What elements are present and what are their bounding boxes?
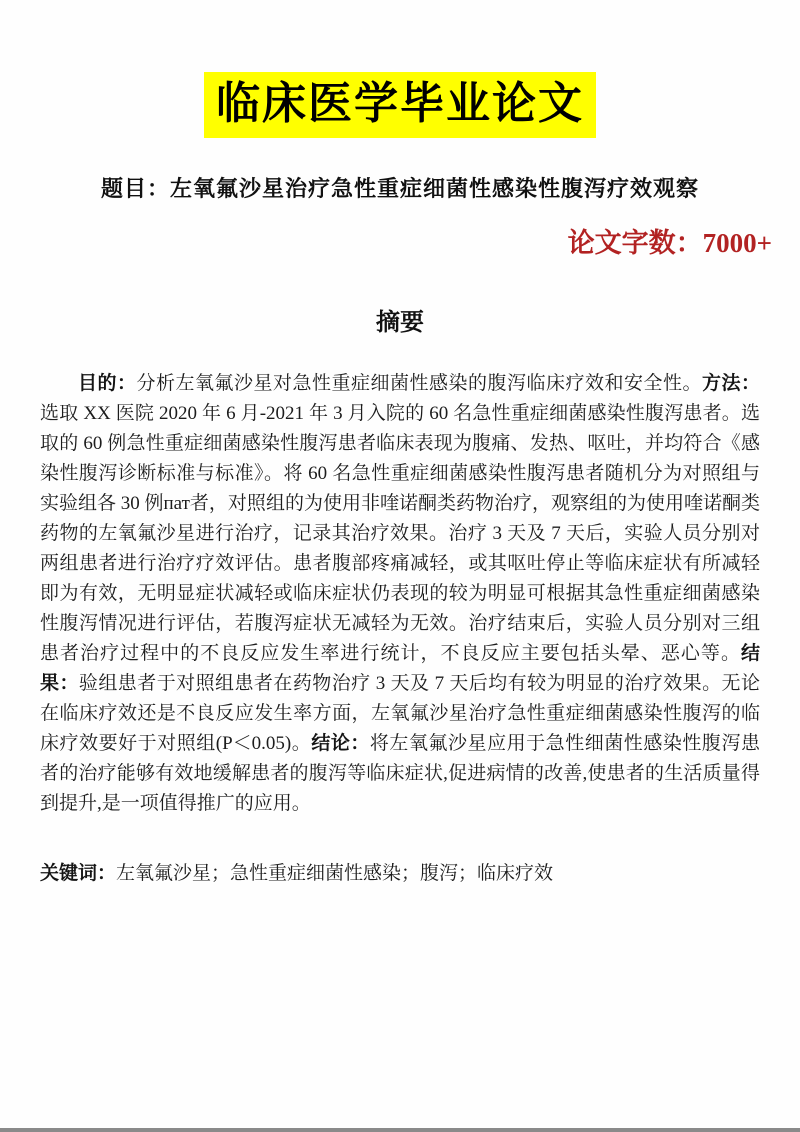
abstract-heading: 摘要 [376,310,424,336]
conclusion-label: 结论： [311,733,370,754]
results-label: 结果： [40,643,760,694]
keywords-text: 左氧氟沙星；急性重症细菌性感染；腹泻；临床疗效 [116,863,554,884]
footer-divider-bar [0,1128,800,1132]
results-text: 验组患者于对照组患者在药物治疗 3 天及 7 天后均有较为明显的治疗效果。无论在临床疗效还是不良反应发生率方面，左氧氟沙星治疗急性重症细菌感染性腹泻的临床疗效要好于对照组(P＜0.05)。 [40,673,760,754]
keywords-label: 关键词： [40,863,117,884]
abstract-paragraph [40,369,760,819]
purpose-text: 分析左氧氟沙星对急性重症细菌性感染的腹泻临床疗效和安全性。 [136,373,702,394]
purpose-label: 目的： [78,373,137,394]
conclusion-text: 将左氧氟沙星应用于急性细菌性感染性腹泻患者的治疗能够有效地缓解患者的腹泻等临床症状,促进病情的改善,使患者的生活质量得到提升,是一项值得推广的应用。 [40,733,760,814]
word-count-badge: 论文字数：7000+ [567,228,772,258]
page-title: 临床医学毕业论文 [204,72,596,138]
methods-text: 选取 XX 医院 2020 年 6 月-2021 年 3 月入院的 60 名急性重症细菌感染性腹泻患者。选取的 60 例急性重症细菌感染性腹泻患者临床表现为腹痛、发热、呕吐，并均符合《感染性腹泻诊断标准与标准》。将 60 名急性重症细菌感染性腹泻患者随机分为对照组与实验组各 30 例пат者，对照组的为使用非喹诺酮类药物治疗，观察组的为使用喹诺酮类药物的左氧氟沙星进行治疗，记录其治疗效果。治疗 3 天及 7 天后，实验人员分别对两组患者进行治疗疗效评估。患者腹部疼痛减轻，或其呕吐停止等临床症状有所减轻即为有效，无明显症状减轻或临床症状仍表现的较为明显可根据其急性重症细菌感染性腹泻情况进行评估，若腹泻症状无减轻为无效。治疗结束后，实验人员分别对三组患者治疗过程中的不良反应发生率进行统计，不良反应主要包括头晕、恶心等。 [40,403,760,664]
title-block [0,0,800,138]
methods-label: 方法： [701,373,760,394]
thesis-topic: 题目：左氧氟沙星治疗急性重症细菌性感染性腹泻疗效观察 [100,176,699,201]
keywords-line [40,859,760,889]
